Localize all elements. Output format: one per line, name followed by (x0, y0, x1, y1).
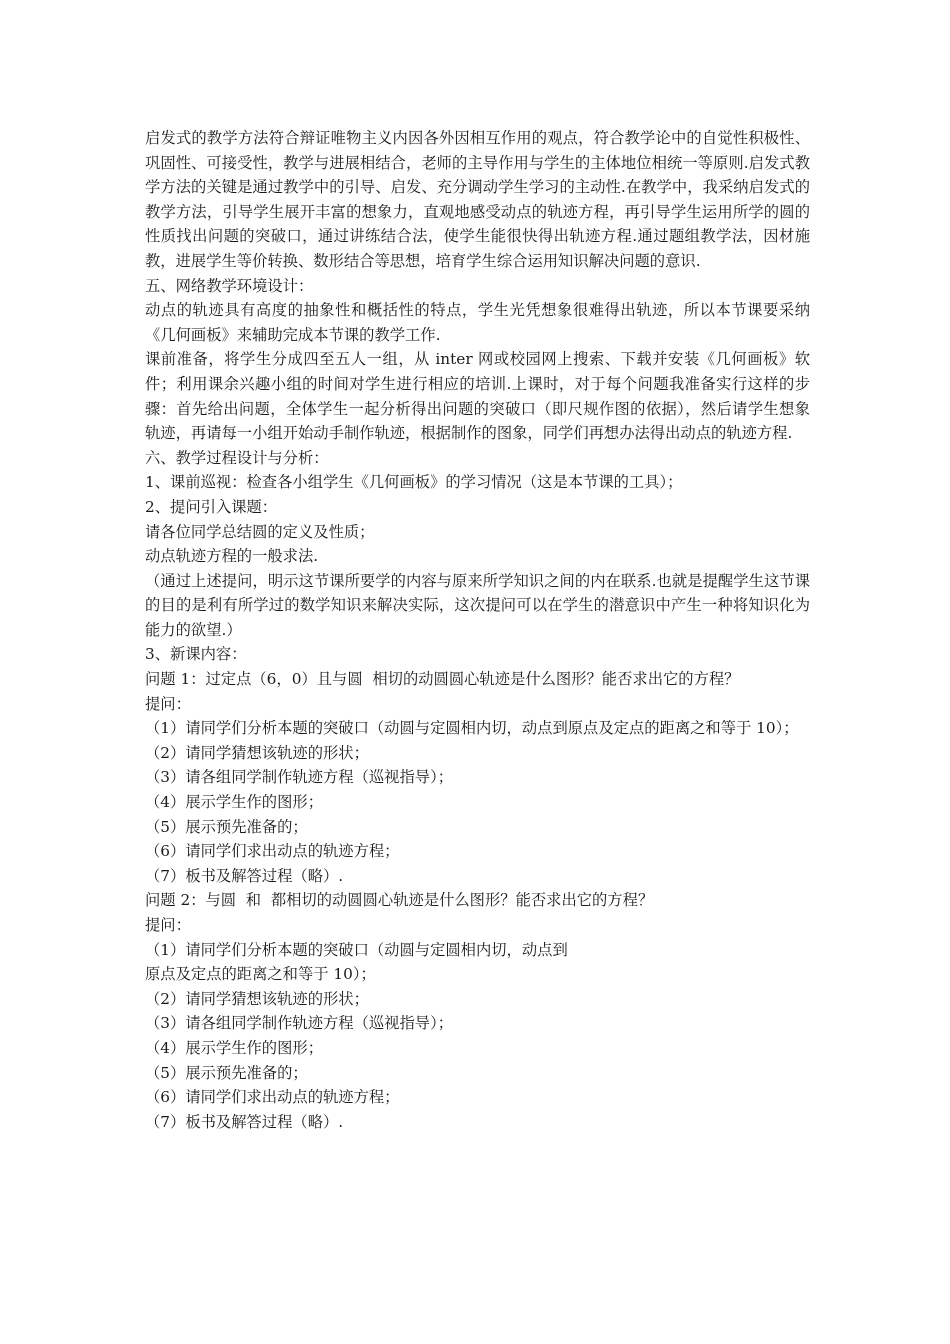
problem-2-item-5: （5）展示预先准备的； (145, 1063, 308, 1082)
problem-2-item-1b: 原点及定点的距离之和等于 10）； (145, 965, 376, 984)
problem-2-ask-label: 提问： (145, 916, 191, 934)
problem-1-item-2: （2）请同学猜想该轨迹的形状； (145, 743, 369, 762)
paragraph-question-purpose: （通过上述提问，明示这节课所要学的内容与原来所学知识之间的内在联系.也就是提醒学生这节课的目的是利有所学过的数学知识来解决实际，这次提问可以在学生的潜意识中产生一种将知识化为能力的欲望.） (145, 571, 810, 639)
heading-network-environment: 五、网络教学环境设计： (145, 276, 314, 295)
problem-1-ask-label: 提问： (145, 694, 191, 713)
paragraph-trajectory-abstract: 动点的轨迹具有高度的抽象性和概括性的特点，学生光凭想象很难得出轨迹，所以本节课要采纳《几何画板》来辅助完成本节课的教学工作. (145, 301, 810, 344)
step-questions-intro: 2、提问引入课题： (145, 497, 278, 516)
paragraph-preparation: 课前准备，将学生分成四至五人一组，从 inter 网或校园网上搜索、下载并安装《几何画板》软件；利用课余兴趣小组的时间对学生进行相应的培训.上课时，对于每个问题我准备实行这样的步骤：首先给出问题，全体学生一起分析得出问题的突破口（即尺规作图的依据），然后请学生想象轨迹，再请每一小组开始动手制作轨迹，根据制作的图象，同学们再想办法得出动点的轨迹方程. (145, 350, 810, 443)
problem-1-item-6: （6）请同学们求出动点的轨迹方程； (145, 842, 400, 861)
problem-2-item-2: （2）请同学猜想该轨迹的形状； (145, 989, 369, 1008)
problem-1-item-3: （3）请各组同学制作轨迹方程（巡视指导）； (145, 768, 454, 787)
problem-1-item-5: （5）展示预先准备的； (145, 817, 308, 836)
paragraph-heuristic-method: 启发式的教学方法符合辩证唯物主义内因各外因相互作用的观点，符合教学论中的自觉性积极性、巩固性、可接受性，教学与进展相结合，老师的主导作用与学生的主体地位相统一等原则.启发式教学方法的关键是通过教学中的引导、启发、充分调动学生学习的主动性.在教学中，我采纳启发式的教学方法，引导学生展开丰富的想象力，直观地感受动点的轨迹方程，再引导学生运用所学的圆的性质找出问题的突破口，通过讲练结合法，使学生能很快得出轨迹方程.通过题组教学法，因材施教，进展学生等价转换、数形结合等思想，培育学生综合运用知识解决问题的意识. (145, 129, 810, 270)
problem-2-item-7: （7）板书及解答过程（略）. (145, 1112, 344, 1131)
step-patrol: 1、课前巡视：检查各小组学生《几何画板》的学习情况（这是本节课的工具）； (145, 473, 683, 492)
problem-1-item-1: （1）请同学们分析本题的突破口（动圆与定圆相内切，动点到原点及定点的距离之和等于 10）； (145, 719, 799, 738)
problem-1: 问题 1：过定点（6，0）且与圆 相切的动圆圆心轨迹是什么图形？能否求出它的方程？ (145, 670, 740, 689)
line-general-method: 动点轨迹方程的一般求法. (145, 547, 319, 566)
document-body (145, 126, 810, 1134)
problem-2: 问题 2：与圆 和 都相切的动圆圆心轨迹是什么图形？能否求出它的方程？ (145, 891, 654, 910)
problem-2-item-4: （4）展示学生作的图形； (145, 1038, 323, 1057)
problem-1-item-4: （4）展示学生作的图形； (145, 793, 323, 812)
problem-1-item-7: （7）板书及解答过程（略）. (145, 866, 344, 885)
problem-2-item-1a: （1）请同学们分析本题的突破口（动圆与定圆相内切，动点到 (145, 940, 568, 959)
problem-2-item-3: （3）请各组同学制作轨迹方程（巡视指导）； (145, 1014, 454, 1033)
step-new-content: 3、新课内容： (145, 645, 247, 664)
heading-teaching-process: 六、教学过程设计与分析： (145, 448, 329, 467)
problem-2-item-6: （6）请同学们求出动点的轨迹方程； (145, 1088, 400, 1107)
line-circle-definition: 请各位同学总结圆的定义及性质； (145, 522, 375, 541)
